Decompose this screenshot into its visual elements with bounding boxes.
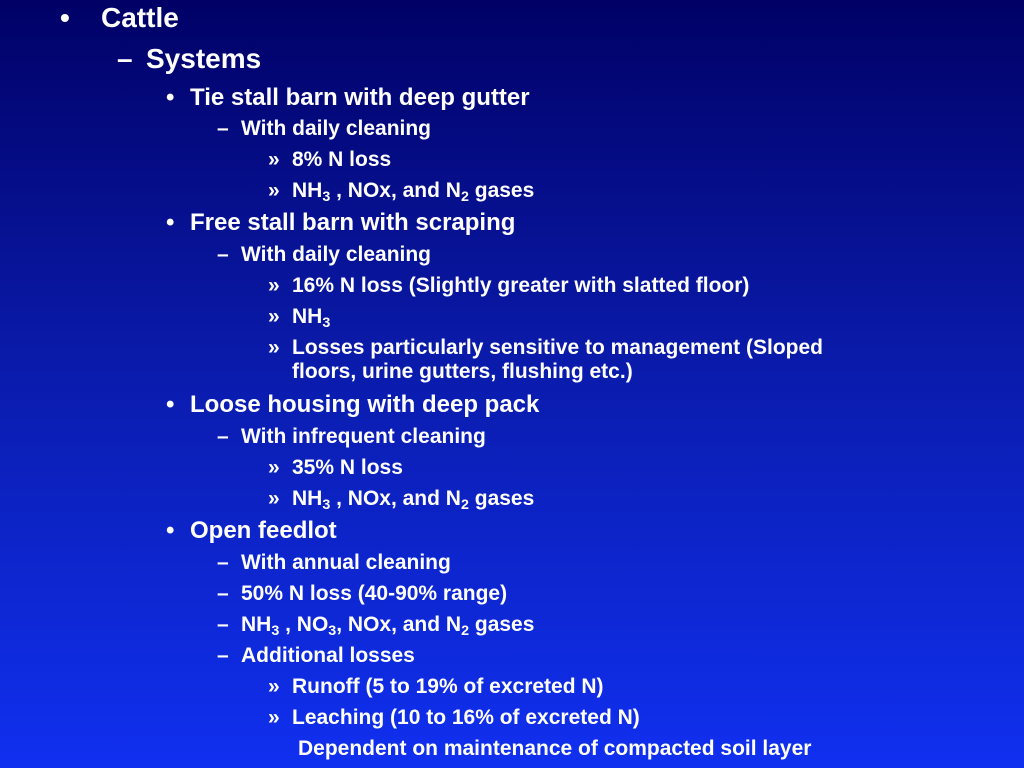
gases-text: $NH_3$ , NOx, and $N_2$ gases [292,487,535,513]
note-text: Dependent on maintenance of compacted soil layer [298,737,812,760]
dash-marker: – [217,243,229,266]
chevron-marker: » [268,706,280,729]
bullet-text-line1: Losses particularly sensitive to management (Sloped [292,336,823,359]
bullet-text: 35% N loss [292,456,403,479]
bullet-marker: • [166,391,175,418]
bullet-text: Leaching (10 to 16% of excreted N) [292,706,640,729]
bullet-text: Additional losses [241,644,415,667]
dash-marker: – [217,613,229,636]
bullet-text: Cattle [101,2,179,33]
bullet-text: Systems [146,43,262,74]
bullet-text: Loose housing with deep pack [190,391,540,418]
bullet-text: 8% N loss [292,148,392,171]
bullet-text: With daily cleaning [241,243,432,266]
bullet-marker: • [166,84,175,111]
gases-text: $NH_3$ , NOx, and $N_2$ gases [292,179,535,205]
bullet-text: 16% N loss (Slightly greater with slatted floor) [292,274,750,297]
chevron-marker: » [268,148,280,171]
dash-marker: – [217,425,229,448]
bullet-marker: • [166,209,175,236]
dash-marker: – [217,117,229,140]
bullet-text: With annual cleaning [241,551,451,574]
chevron-marker: » [268,274,280,297]
bullet-text: 50% N loss (40-90% range) [241,582,508,605]
chevron-marker: » [268,336,280,359]
chevron-marker: » [268,487,280,510]
bullet-text-line2: floors, urine gutters, flushing etc.) [292,360,633,383]
bullet-marker: • [166,517,175,544]
chevron-marker: » [268,675,280,698]
dash-marker: – [217,644,229,667]
chevron-marker: » [268,305,280,328]
chevron-marker: » [268,456,280,479]
gases-text: $NH_3$ , $NO_3$, NOx, and $N_2$ gases [241,613,535,639]
dash-marker: – [217,551,229,574]
dash-marker: – [217,582,229,605]
chevron-marker: » [268,179,280,202]
bullet-text: With daily cleaning [241,117,432,140]
bullet-text: Runoff (5 to 19% of excreted N) [292,675,604,698]
bullet-marker: • [60,2,70,33]
gases-text: $NH_3$ [292,305,331,331]
bullet-text: Open feedlot [190,517,337,544]
bullet-text: With infrequent cleaning [241,425,486,448]
bullet-text: Tie stall barn with deep gutter [190,84,530,111]
dash-marker: – [117,43,133,74]
bullet-text: Free stall barn with scraping [190,209,516,236]
